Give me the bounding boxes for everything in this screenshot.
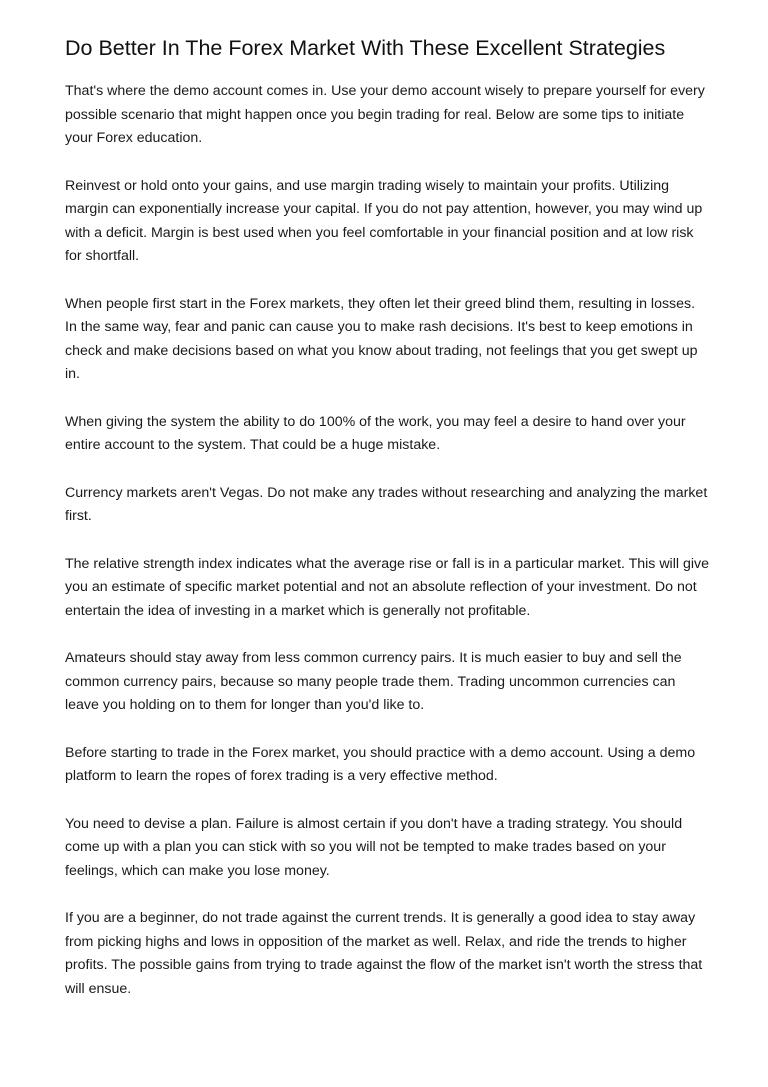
paragraph-5: Currency markets aren't Vegas. Do not make any trades without researching and analyzing the market first. [65,484,708,524]
document-title: Do Better In The Forex Market With These Excellent Strategies [65,36,666,60]
paragraph-6: The relative strength index indicates what the average rise or fall is in a particular market. This will give you an estimate of specific market potential and not an absolute reflection of your investment. Do not entertain the idea of investing in a market which is generally not profitable. [65,555,709,619]
document-body [65,80,710,1001]
document-page [65,36,710,1025]
paragraph-10: If you are a beginner, do not trade against the current trends. It is generally a good idea to stay away from picking highs and lows in opposition of the market as well. Relax, and ride the trends to higher profits. The possible gains from trying to trade against the flow of the market isn't worth the stress that will ensue. [65,910,703,997]
paragraph-9: You need to devise a plan. Failure is almost certain if you don't have a trading strategy. You should come up with a plan you can stick with so you will not be tempted to make trades based on your feelings, which can make you lose money. [65,815,683,879]
paragraph-7: Amateurs should stay away from less common currency pairs. It is much easier to buy and sell the common currency pairs, because so many people trade them. Trading uncommon currencies can leave you holding on to them for longer than you'd like to. [65,650,682,713]
paragraph-8: Before starting to trade in the Forex market, you should practice with a demo account. Using a demo platform to learn the ropes of forex trading is a very effective method. [65,744,696,784]
paragraph-3: When people first start in the Forex markets, they often let their greed blind them, resulting in losses. In the same way, fear and panic can cause you to make rash decisions. It's best to keep emotions in check and make decisions based on what you know about trading, not feelings that you get swept up in. [65,295,698,382]
paragraph-4: When giving the system the ability to do 100% of the work, you may feel a desire to hand over your entire account to the system. That could be a huge mistake. [65,413,686,453]
paragraph-2: Reinvest or hold onto your gains, and use margin trading wisely to maintain your profits. Utilizing margin can exponentially increase your capital. If you do not pay attention, however, you may wind up with a deficit. Margin is best used when you feel comfortable in your financial position and at low risk for shortfall. [65,177,703,264]
paragraph-1: That's where the demo account comes in. Use your demo account wisely to prepare yourself for every possible scenario that might happen once you begin trading for real. Below are some tips to initiate your Forex education. [65,83,705,146]
